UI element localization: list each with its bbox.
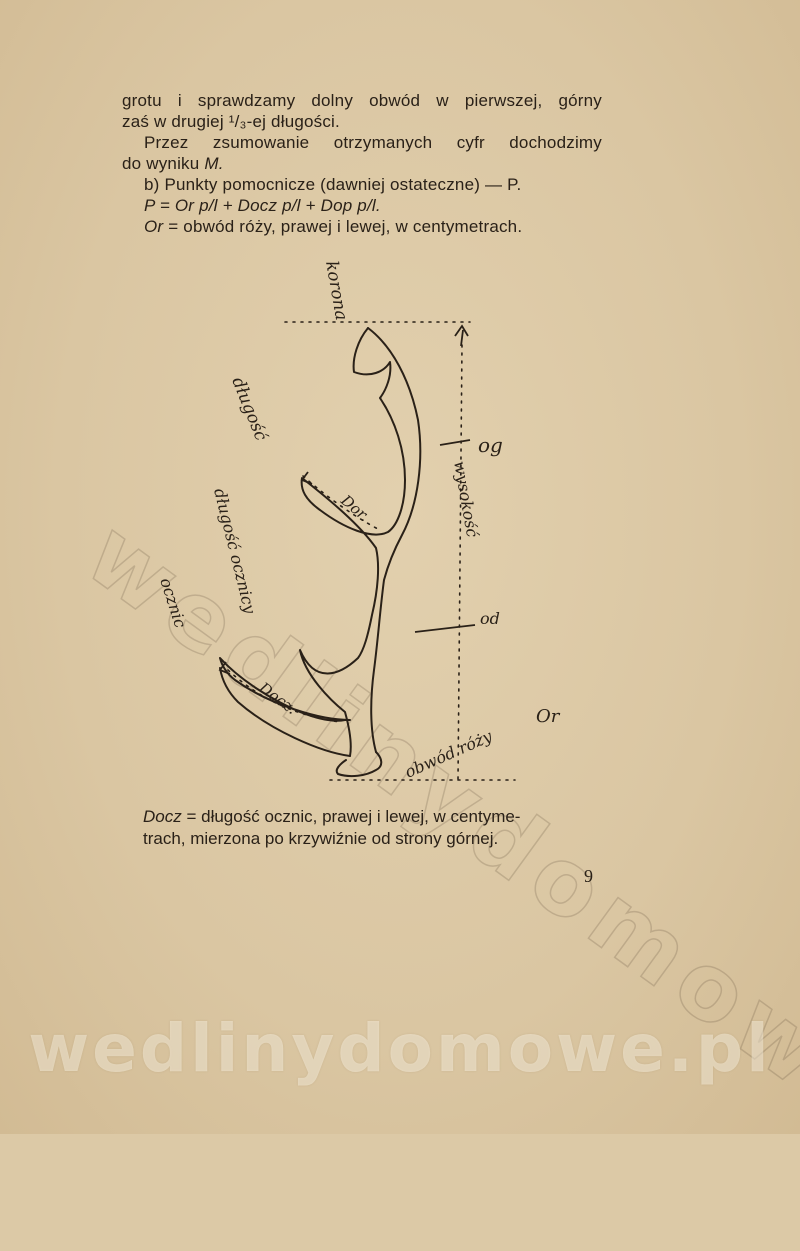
label-docz: Docz. bbox=[255, 678, 301, 719]
definition-term: Or bbox=[144, 217, 164, 236]
watermark-bottom: wedlinydomowe.pl bbox=[28, 1010, 772, 1087]
label-or: Or bbox=[536, 706, 560, 727]
caption bbox=[143, 806, 599, 850]
page-number: 9 bbox=[584, 866, 593, 886]
result-symbol: M. bbox=[204, 154, 224, 173]
label-dlugosc-upper: długość bbox=[227, 374, 271, 444]
label-korona: korona bbox=[321, 259, 352, 322]
caption-line1: = długość ocznic, prawej i lewej, w centyme- bbox=[186, 807, 521, 826]
definition-text: = obwód róży, prawej i lewej, w centymetrach. bbox=[168, 217, 523, 236]
label-dor: Dor. bbox=[337, 491, 374, 526]
caption-line bbox=[143, 806, 599, 828]
diagram-labels bbox=[156, 259, 561, 781]
label-ocznic: ocznic bbox=[156, 575, 191, 631]
label-og: og bbox=[478, 433, 503, 457]
formula: P = Or p/l + Docz p/l + Dop p/l. bbox=[144, 196, 381, 215]
paragraph-line: zaś w drugiej ¹/₃-ej długości. bbox=[122, 112, 340, 131]
label-dlugosc-ocznicy: długość ocznicy bbox=[210, 486, 260, 616]
paragraph-line: Przez zsumowanie otrzymanych cyfr dochodzimy bbox=[144, 133, 602, 152]
caption-line2: trach, mierzona po krzywiźnie od strony górnej. bbox=[143, 829, 499, 848]
label-wysokosc: wysokość bbox=[450, 459, 483, 539]
label-obwod-rozy: obwód róży bbox=[401, 726, 495, 782]
caption-term: Docz bbox=[143, 807, 182, 826]
label-od: od bbox=[480, 609, 500, 628]
paragraph-line-text: do wyniku bbox=[122, 154, 200, 173]
paragraph-line: b) Punkty pomocnicze (dawniej ostateczne) — P. bbox=[144, 175, 522, 194]
paragraph-line: grotu i sprawdzamy dolny obwód w pierwszej, górny bbox=[122, 91, 602, 110]
